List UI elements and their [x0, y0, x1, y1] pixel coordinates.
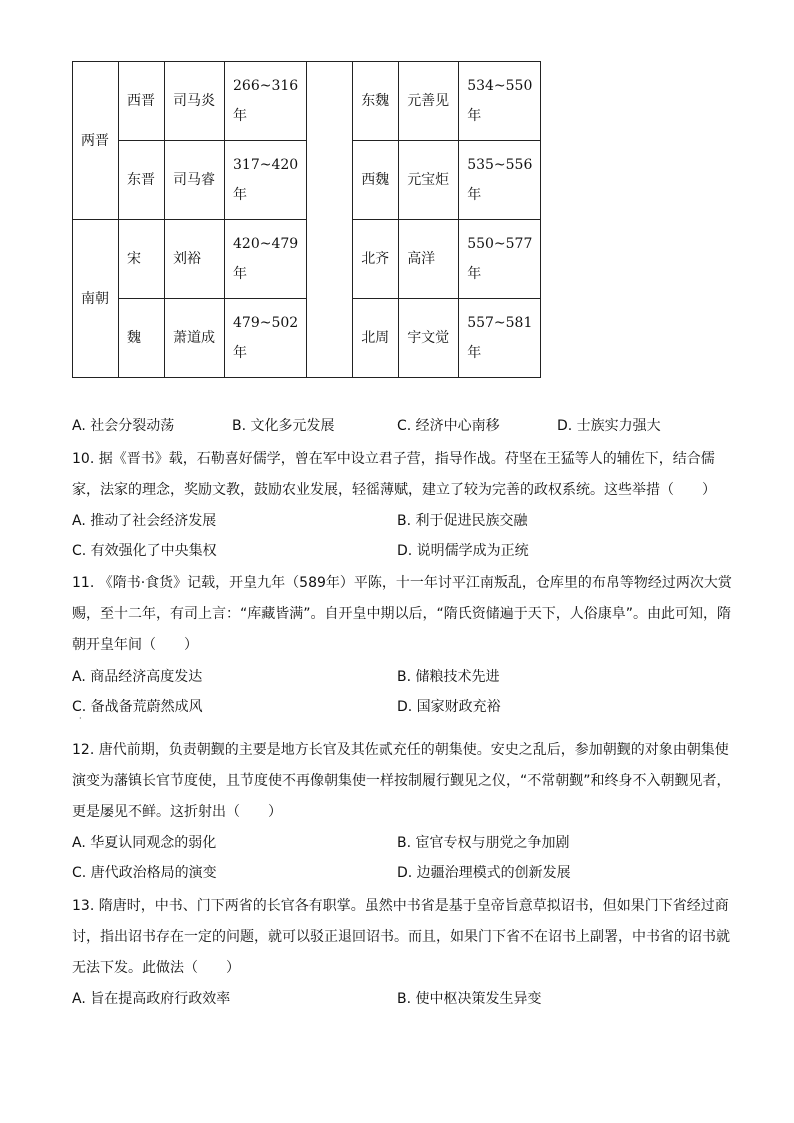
dynasty-cell: 北齐 — [353, 220, 399, 299]
q12-option-c: C. 唐代政治格局的演变 — [72, 865, 217, 881]
question-10-stem: 10. 据《晋书》载，石勒喜好儒学，曾在军中设立君子营，指导作战。苻坚在王猛等人的辅佐下，结合儒家，法家的理念，奖励文教，鼓励农业发展，轻徭薄赋，建立了较为完善的政权系统。这些举措（ ） — [72, 451, 716, 498]
years-cell: 420~479年 — [225, 220, 307, 299]
founder-cell: 萧道成 — [165, 299, 225, 378]
dynasty-cell: 东魏 — [353, 62, 399, 141]
q12-option-b: B. 宦官专权与朋党之争加剧 — [397, 835, 570, 851]
dynasty-cell: 西晋 — [119, 62, 165, 141]
q10-option-b: B. 利于促进民族交融 — [397, 513, 528, 529]
years-cell: 266~316年 — [225, 62, 307, 141]
years-cell: 534~550年 — [459, 62, 541, 141]
q9-option-a: A. 社会分裂动荡 — [72, 418, 175, 434]
q11-option-a: A. 商品经济高度发达 — [72, 669, 203, 685]
question-11-stem: 11. 《隋书·食货》记载，开皇九年（589年）平陈，十一年讨平江南叛乱，仓库里的布帛等物经过两次大赏赐，至十二年，有司上言：“库藏皆满”。自开皇中期以后，“隋氏资储遍于天下，人俗康阜”。由此可知，隋朝开皇年间（ ） — [72, 575, 732, 653]
dynasty-cell: 东晋 — [119, 141, 165, 220]
q11-option-c: C. 备战备荒蔚然成风 — [72, 699, 203, 715]
q12-option-a: A. 华夏认同观念的弱化 — [72, 835, 217, 851]
founder-cell: 司马炎 — [165, 62, 225, 141]
years-cell: 557~581年 — [459, 299, 541, 378]
q13-option-a: A. 旨在提高政府行政效率 — [72, 991, 231, 1007]
founder-cell: 元宝炬 — [399, 141, 459, 220]
stray-dot: · — [79, 714, 82, 723]
dynasty-cell: 北周 — [353, 299, 399, 378]
q13-option-b: B. 使中枢决策发生异变 — [397, 991, 542, 1007]
founder-cell: 宇文觉 — [399, 299, 459, 378]
group-cell: 南朝 — [73, 220, 119, 378]
dynasty-cell: 宋 — [119, 220, 165, 299]
group-cell: 两晋 — [73, 62, 119, 220]
q12-option-d: D. 边疆治理模式的创新发展 — [397, 865, 571, 881]
dynasty-cell: 魏 — [119, 299, 165, 378]
dynasty-cell: 西魏 — [353, 141, 399, 220]
founder-cell: 高洋 — [399, 220, 459, 299]
q10-option-c: C. 有效强化了中央集权 — [72, 543, 217, 559]
question-12-stem: 12. 唐代前期，负责朝觐的主要是地方长官及其佐贰充任的朝集使。安史之乱后，参加朝觐的对象由朝集使演变为藩镇长官节度使，且节度使不再像朝集使一样按制履行觐见之仪，“不常朝觐”和终身不入朝觐见者，更是屡见不鲜。这折射出（ ） — [72, 742, 731, 820]
founder-cell: 司马睿 — [165, 141, 225, 220]
blank-divider-cell — [307, 62, 353, 378]
years-cell: 535~556年 — [459, 141, 541, 220]
q9-option-c: C. 经济中心南移 — [397, 418, 500, 434]
q10-option-d: D. 说明儒学成为正统 — [397, 543, 529, 559]
q9-option-b: B. 文化多元发展 — [232, 418, 335, 434]
q9-option-d: D. 士族实力强大 — [557, 418, 661, 434]
dynasty-table — [72, 61, 541, 378]
q10-option-a: A. 推动了社会经济发展 — [72, 513, 217, 529]
q11-option-b: B. 储粮技术先进 — [397, 669, 500, 685]
question-13-stem: 13. 隋唐时，中书、门下两省的长官各有职掌。虽然中书省是基于皇帝旨意草拟诏书，但如果门下省经过商讨，指出诏书存在一定的问题，就可以驳正退回诏书。而且，如果门下省不在诏书上副署，中书省的诏书就无法下发。此做法（ ） — [72, 898, 730, 976]
years-cell: 550~577年 — [459, 220, 541, 299]
q11-option-d: D. 国家财政充裕 — [397, 699, 501, 715]
years-cell: 479~502年 — [225, 299, 307, 378]
years-cell: 317~420年 — [225, 141, 307, 220]
founder-cell: 元善见 — [399, 62, 459, 141]
founder-cell: 刘裕 — [165, 220, 225, 299]
